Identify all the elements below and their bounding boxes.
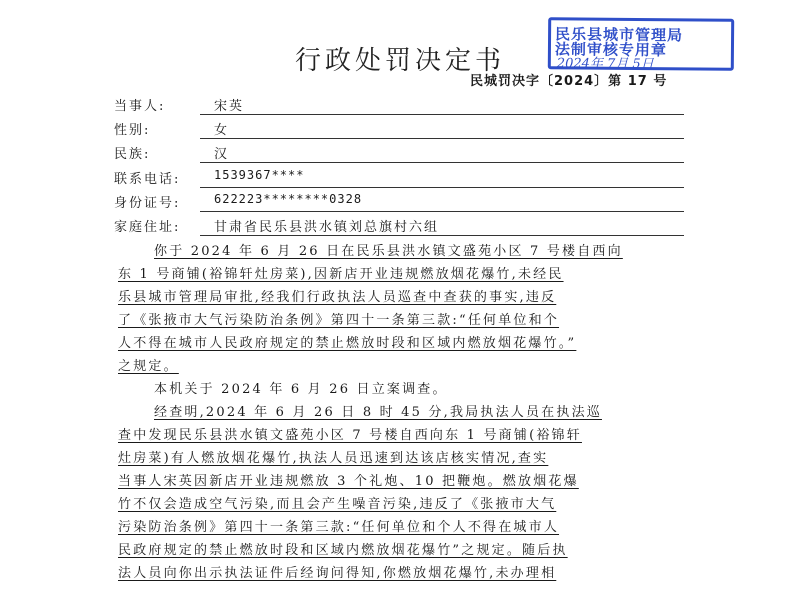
- paragraph2-line: 本机关于 2024 年 6 月 26 日立案调查。: [154, 382, 448, 397]
- paragraph3-line: 竹不仅会造成空气污染,而且会产生噪音污染,违反了《张掖市大气: [118, 497, 557, 512]
- seal-text-line2: 法制审核专用章: [554, 40, 668, 60]
- field-value: 甘肃省民乐县洪水镇刘总旗村六组: [214, 220, 440, 235]
- field-value: 1539367****: [214, 168, 305, 182]
- field-underline: [200, 211, 684, 212]
- paragraph3-line: 灶房菜)有人燃放烟花爆竹,执法人员迅速到达该店核实情况,查实: [118, 451, 549, 466]
- paragraph3-line: 查中发现民乐县洪水镇文盛苑小区 7 号楼自西向东 1 号商铺(裕锦轩: [118, 428, 582, 443]
- paragraph1-line: 你于 2024 年 6 月 26 日在民乐县洪水镇文盛苑小区 7 号楼自西向: [154, 244, 623, 259]
- field-label: 性别:: [114, 123, 151, 138]
- paragraph3-line: 法人员向你出示执法证件后经询问得知,你燃放烟花爆竹,未办理相: [118, 566, 557, 581]
- paragraph1-line: 之规定。: [118, 359, 179, 374]
- field-label: 家庭住址:: [114, 220, 181, 235]
- paragraph1-line: 人不得在城市人民政府规定的禁止燃放时段和区域内燃放烟花爆竹。”: [118, 336, 577, 351]
- document-title: 行政处罚决定书: [294, 46, 505, 76]
- field-value: 汉: [214, 147, 230, 162]
- field-value: 宋英: [214, 99, 245, 114]
- paragraph3-line: 经查明,2024 年 6 月 26 日 8 时 45 分,我局执法人员在执法巡: [154, 405, 602, 420]
- document-number: 民城罚决字〔2024〕第 17 号: [470, 74, 668, 89]
- field-value: 622223********0328: [214, 192, 363, 206]
- field-underline: [200, 187, 684, 188]
- paragraph1-line: 乐县城市管理局审批,经我们行政执法人员巡查中查获的事实,违反: [118, 290, 557, 305]
- field-label: 身份证号:: [114, 196, 181, 211]
- seal-text-line1: 民乐县城市管理局: [555, 25, 684, 45]
- paragraph1-line: 了《张掖市大气污染防治条例》第四十一条第三款:“任何单位和个: [118, 313, 560, 328]
- field-party: [114, 95, 684, 117]
- field-phone: [114, 168, 684, 190]
- paragraph1-line: 东 1 号商铺(裕锦轩灶房菜),因新店开业违规燃放烟花爆竹,未经民: [118, 267, 564, 282]
- field-label: 民族:: [114, 147, 151, 162]
- field-underline: [200, 138, 684, 139]
- field-value: 女: [214, 123, 230, 138]
- field-label: 联系电话:: [114, 172, 181, 187]
- field-ethnicity: [114, 143, 684, 165]
- field-id-number: [114, 192, 684, 214]
- field-underline: [200, 235, 684, 236]
- paragraph3-line: 污染防治条例》第四十一条第三款:“任何单位和个人不得在城市人: [118, 520, 560, 535]
- paragraph3-line: 当事人宋英因新店开业违规燃放 3 个礼炮、10 把鞭炮。燃放烟花爆: [118, 474, 579, 489]
- official-seal-stamp: [548, 17, 734, 71]
- field-label: 当事人:: [114, 99, 166, 114]
- field-address: [114, 216, 684, 238]
- seal-handwritten-date: 2024年 7月 5日: [556, 56, 654, 73]
- paragraph3-line: 民政府规定的禁止燃放时段和区域内燃放烟花爆竹”之规定。随后执: [118, 543, 568, 558]
- field-underline: [200, 162, 684, 163]
- field-underline: [200, 114, 684, 115]
- field-gender: [114, 119, 684, 141]
